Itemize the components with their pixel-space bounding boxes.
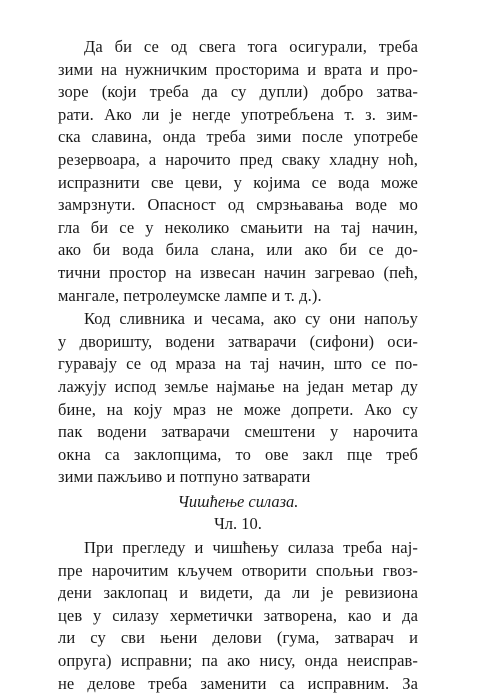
text-line: рати. Ако ли је негде употребљена т. з. зим-	[58, 104, 418, 124]
text-line: тични простор на извесан начин загревао (пећ,	[58, 262, 418, 282]
text-line: бине, на коју мраз не може допрети. Ако су	[58, 399, 418, 419]
text-line: гла би се у неколико смањити на тај начин,	[58, 217, 418, 237]
text-line: зими на нужничким просторима и врата и про-	[58, 59, 418, 79]
text-line: ли су сви њени делови (гума, затварач и	[58, 628, 418, 648]
paragraph-2	[58, 308, 418, 489]
article-number: Чл. 10.	[214, 514, 262, 534]
text-line: гуравају се од мраза на тај начин, што се по-	[58, 354, 418, 374]
section-heading: Чишћење силаза.	[177, 491, 299, 511]
text-line: ако би вода била слана, или ако би се до-	[58, 240, 418, 260]
paragraph-1	[58, 36, 418, 307]
text-line: ска славина, онда треба зими после употребе	[58, 127, 418, 147]
text-line: пак водени затварачи смештени у нарочита	[58, 422, 418, 442]
text-line: опруга) исправни; па ако нису, онда неисправ-	[58, 651, 418, 671]
text-line: При прегледу и чишћењу силаза треба нај-	[84, 538, 418, 558]
text-line: мангале, петролеумске лампе и т. д.).	[58, 285, 322, 305]
text-line: пре нарочитим кључем отворити спољњи гвоз-	[58, 560, 418, 580]
text-line: резервоара, а нарочито пред сваку хладну ноћ,	[58, 149, 418, 169]
text-line: зими пажљиво и потпуно затварати	[58, 467, 311, 487]
text-line: Код сливника и чесама, ако су они напољу	[84, 309, 418, 329]
text-line: испразнити све цеви, у којима се вода може	[58, 172, 418, 192]
text-line: окна са заклопцима, то ове закл пце треб	[58, 444, 418, 464]
text-line: у дворишту, водени затварачи (сифони) оси-	[58, 331, 418, 351]
text-line: цев у силазу херметички затворена, као и да	[58, 605, 418, 625]
text-line: не делове треба заменити са исправним. За	[58, 673, 418, 693]
text-line: дени заклопац и видети, да ли је ревизиона	[58, 583, 418, 603]
text-line: лажују испод земље најмање на један метар ду	[58, 376, 418, 396]
text-line: зоре (који треба да су дупли) добро затва-	[58, 82, 418, 102]
text-line: Да би се од свега тога осигурали, треба	[84, 37, 418, 56]
paragraph-3	[58, 537, 418, 695]
document-page	[58, 36, 418, 695]
text-line: замрзнути. Опасност од смрзњавања воде мо	[58, 195, 418, 215]
